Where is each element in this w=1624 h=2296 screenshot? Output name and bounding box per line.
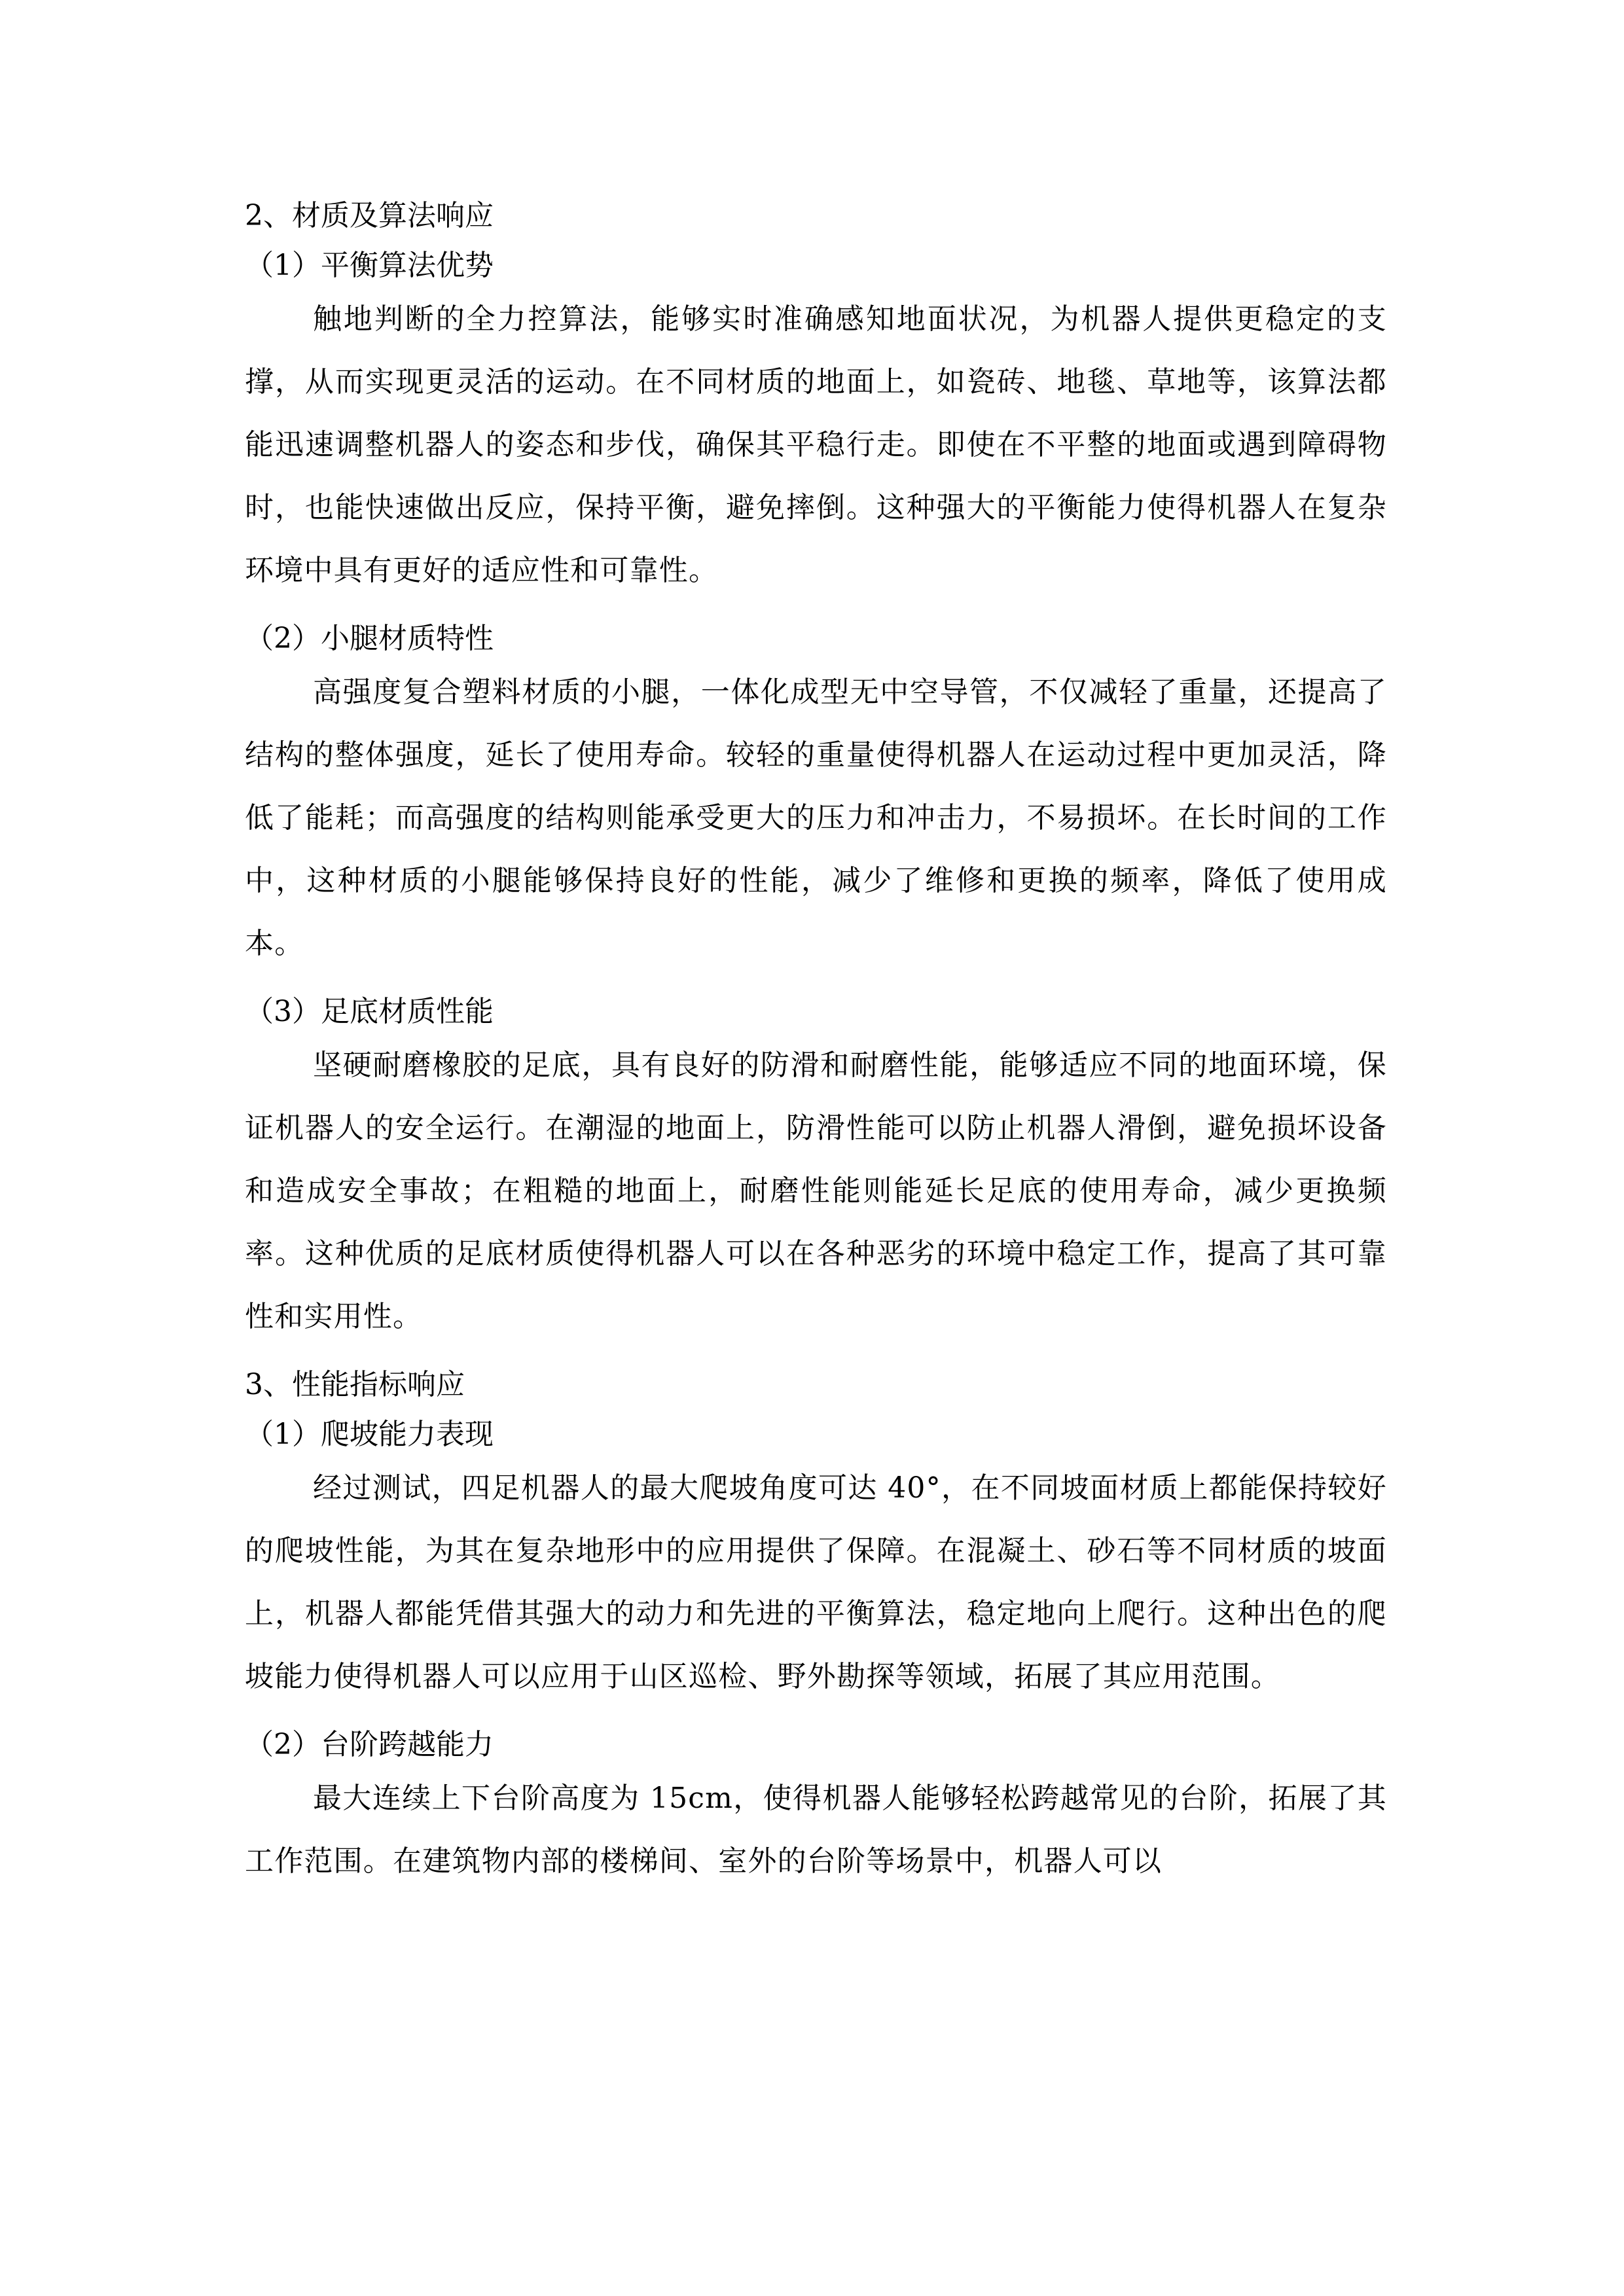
- paragraph-shank-material: 高强度复合塑料材质的小腿，一体化成型无中空导管，不仅减轻了重量，还提高了结构的整体强度，延长了使用寿命。较轻的重量使得机器人在运动过程中更加灵活，降低了能耗；而高强度的结构则能承受更大的压力和冲击力，不易损坏。在长时间的工作中，这种材质的小腿能够保持良好的性能，减少了维修和更换的频率，降低了使用成本。: [245, 675, 1387, 960]
- paragraph-step-crossing: 最大连续上下台阶高度为 15cm，使得机器人能够轻松跨越常见的台阶，拓展了其工作范围。在建筑物内部的楼梯间、室外的台阶等场景中，机器人可以: [245, 1782, 1387, 1878]
- paragraph-balance-algorithm: 触地判断的全力控算法，能够实时准确感知地面状况，为机器人提供更稳定的支撑，从而实现更灵活的运动。在不同材质的地面上，如瓷砖、地毯、草地等，该算法都能迅速调整机器人的姿态和步伐，确保其平稳行走。即使在不平整的地面或遇到障碍物时，也能快速做出反应，保持平衡，避免摔倒。这种强大的平衡能力使得机器人在复杂环境中具有更好的适应性和可靠性。: [245, 302, 1387, 587]
- subheading-climbing: （1）爬坡能力表现: [245, 1418, 494, 1451]
- document-content: [245, 196, 1387, 1893]
- subheading-shank-material: （2）小腿材质特性: [245, 622, 494, 655]
- subheading-balance-algorithm: （1）平衡算法优势: [245, 249, 494, 282]
- paragraph-climbing: 经过测试，四足机器人的最大爬坡角度可达 40°，在不同坡面材质上都能保持较好的爬坡性能，为其在复杂地形中的应用提供了保障。在混凝土、砂石等不同材质的坡面上，机器人都能凭借其强大的动力和先进的平衡算法，稳定地向上爬行。这种出色的爬坡能力使得机器人可以应用于山区巡检、野外勘探等领域，拓展了其应用范围。: [245, 1471, 1387, 1693]
- subheading-foot-material: （3）足底材质性能: [245, 995, 494, 1028]
- paragraph-foot-material: 坚硬耐磨橡胶的足底，具有良好的防滑和耐磨性能，能够适应不同的地面环境，保证机器人的安全运行。在潮湿的地面上，防滑性能可以防止机器人滑倒，避免损坏设备和造成安全事故；在粗糙的地面上，耐磨性能则能延长足底的使用寿命，减少更换频率。这种优质的足底材质使得机器人可以在各种恶劣的环境中稳定工作，提高了其可靠性和实用性。: [245, 1049, 1387, 1333]
- subheading-step-crossing: （2）台阶跨越能力: [245, 1728, 494, 1761]
- section-heading-3: 3、性能指标响应: [245, 1368, 465, 1401]
- section-heading-2: 2、材质及算法响应: [245, 199, 494, 232]
